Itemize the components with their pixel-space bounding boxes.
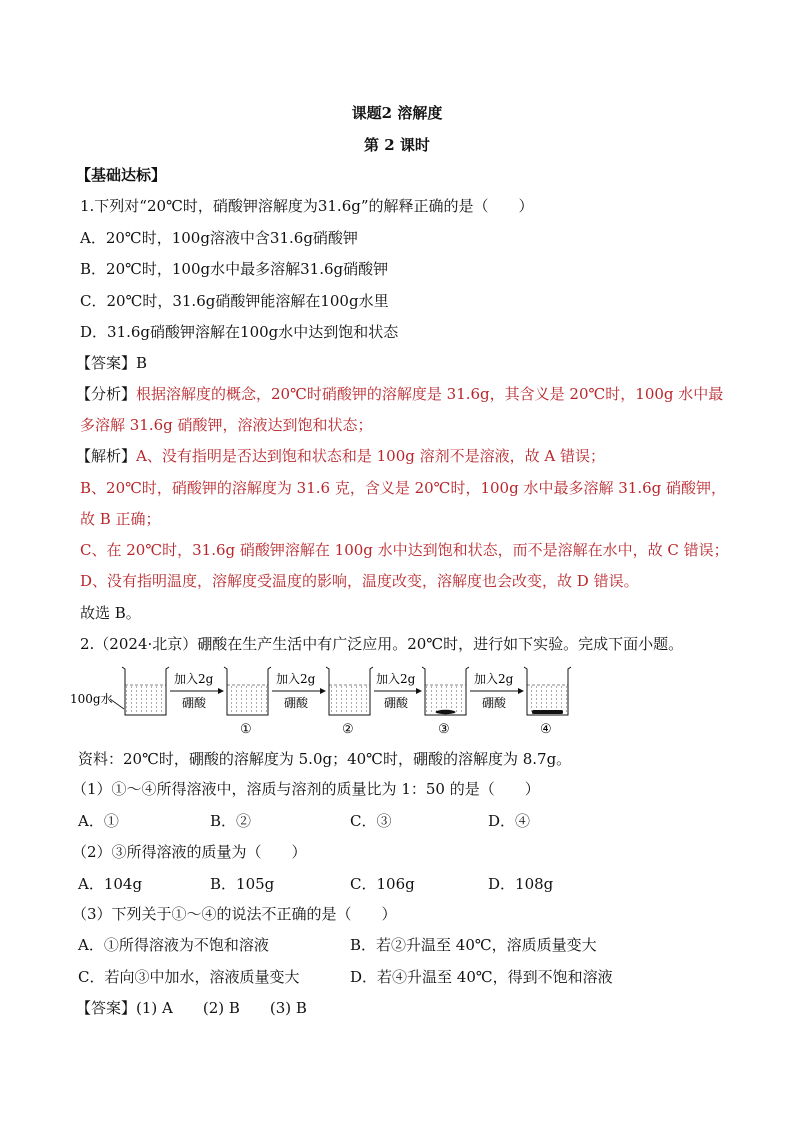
q2-sub2-option-d: D．108g <box>488 875 554 893</box>
arrow-1-top-label: 加入2g <box>174 672 214 686</box>
beaker-3-label: ③ <box>438 722 450 737</box>
q1-conclusion: 故选 B。 <box>80 604 141 622</box>
explain-text-1: A、没有指明是否达到饱和状态和是 100g 溶剂不是溶液，故 A 错误； <box>136 447 605 465</box>
q1-option-a: A．20℃时，100g溶液中含31.6g硝酸钾 <box>80 229 358 247</box>
q2-sub2-option-c: C．106g <box>350 875 415 893</box>
explain-label: 【解析】 <box>76 447 137 465</box>
beaker-4-label: ④ <box>540 722 552 737</box>
arrow-2-top-label: 加入2g <box>276 672 316 686</box>
arrow-add-4 <box>470 671 524 710</box>
analysis-text-1: 根据溶解度的概念，20℃时硝酸钾的溶解度是 31.6g，其含义是 20℃时，100g 水中最 <box>136 385 724 403</box>
q2-sub1-option-b: B．② <box>210 812 252 830</box>
q2-sub2-stem: （2）③所得溶液的质量为（ ） <box>72 843 307 861</box>
q2-data-note: 资料：20℃时，硼酸的溶解度为 5.0g；40℃时，硼酸的溶解度为 8.7g。 <box>78 750 572 768</box>
analysis-label: 【分析】 <box>76 385 137 403</box>
beaker-2-label: ② <box>342 722 354 737</box>
experiment-diagram <box>70 661 590 739</box>
q2-sub3-stem: （3）下列关于①～④的说法不正确的是（ ） <box>72 905 397 923</box>
beaker-1-label: ① <box>240 722 252 737</box>
arrow-add-3 <box>374 671 422 710</box>
section-label: 【基础达标】 <box>76 166 167 184</box>
lesson-title: 课题2 溶解度 <box>351 104 443 122</box>
q1-explain-line-1 <box>76 446 605 466</box>
q2-sub2-option-a: A．104g <box>78 875 143 893</box>
q1-explain-line-4: C、在 20℃时，31.6g 硝酸钾溶解在 100g 水中达到饱和状态，而不是溶解在水中，故 C 错误； <box>80 541 729 559</box>
q1-stem: 1.下列对“20℃时，硝酸钾溶解度为31.6g”的解释正确的是（ ） <box>80 197 534 215</box>
q2-sub2-option-b: B．105g <box>210 875 275 893</box>
arrow-3-top-label: 加入2g <box>376 672 416 686</box>
lesson-subtitle: 第 2 课时 <box>364 136 430 154</box>
beaker-4 <box>524 667 571 737</box>
q1-analysis-line-1 <box>76 384 723 404</box>
q2-answer: 【答案】(1) A (2) B (3) B <box>76 999 307 1017</box>
beaker-initial <box>122 667 169 715</box>
arrow-4-bottom-label: 硼酸 <box>482 696 507 710</box>
q1-explain-line-3: 故 B 正确； <box>80 510 161 528</box>
beaker-2 <box>326 667 373 737</box>
q2-sub1-option-a: A．① <box>78 812 119 830</box>
q1-analysis-line-2: 多溶解 31.6g 硝酸钾，溶液达到饱和状态； <box>80 416 373 434</box>
q2-sub1-option-c: C．③ <box>350 812 392 830</box>
q2-sub3-option-b: B．若②升温至 40℃，溶质质量变大 <box>350 936 597 954</box>
q1-explain-line-5: D、没有指明温度，溶解度受温度的影响，温度改变，溶解度也会改变，故 D 错误。 <box>80 572 639 590</box>
arrow-1-bottom-label: 硼酸 <box>182 696 207 710</box>
q2-sub3-option-d: D．若④升温至 40℃，得到不饱和溶液 <box>350 968 613 986</box>
q2-sub3-option-a: A．①所得溶液为不饱和溶液 <box>78 936 269 954</box>
q1-option-d: D．31.6g硝酸钾溶解在100g水中达到饱和状态 <box>80 323 399 341</box>
beaker-3-sediment <box>436 710 456 714</box>
arrow-4-top-label: 加入2g <box>474 672 514 686</box>
arrow-add-2 <box>272 671 326 710</box>
q2-sub1-stem: （1）①～④所得溶液中，溶质与溶剂的质量比为 1：50 的是（ ） <box>72 780 540 798</box>
arrow-2-bottom-label: 硼酸 <box>284 696 309 710</box>
beaker-3 <box>422 667 469 737</box>
arrow-add-1 <box>170 671 224 710</box>
beaker-4-sediment <box>532 710 563 714</box>
q2-stem: 2.（2024·北京）硼酸在生产生活中有广泛应用。20℃时，进行如下实验。完成下面小题。 <box>80 635 684 653</box>
q2-sub1-option-d: D．④ <box>488 812 531 830</box>
water-label: 100g水 <box>70 692 113 706</box>
beaker-1 <box>224 667 271 737</box>
q2-sub3-option-c: C．若向③中加水，溶液质量变大 <box>78 968 300 986</box>
arrow-3-bottom-label: 硼酸 <box>384 696 409 710</box>
q1-option-b: B．20℃时，100g水中最多溶解31.6g硝酸钾 <box>80 260 389 278</box>
q1-explain-line-2: B、20℃时，硝酸钾的溶解度为 31.6 克，含义是 20℃时，100g 水中最多溶解 31.6g 硝酸钾， <box>80 479 726 497</box>
q1-answer: 【答案】B <box>76 354 148 372</box>
q1-option-c: C．20℃时，31.6g硝酸钾能溶解在100g水里 <box>80 292 389 310</box>
